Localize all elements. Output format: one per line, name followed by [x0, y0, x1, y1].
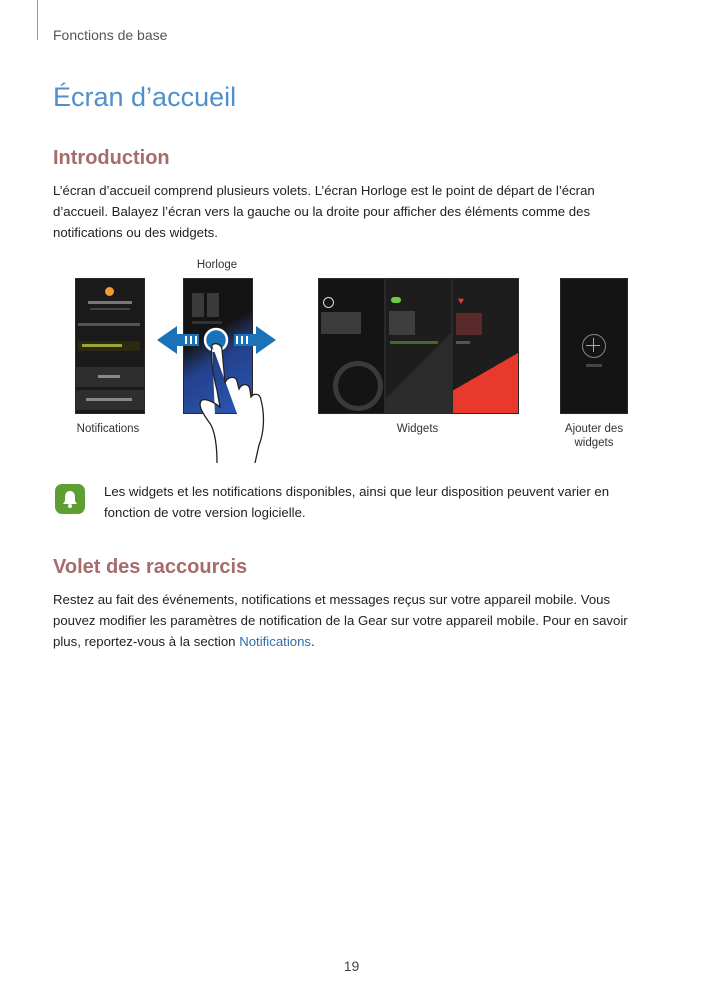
swipe-right-arrow-icon: [234, 326, 276, 354]
section-header: Fonctions de base: [53, 27, 168, 43]
widget-steps-panel: [385, 278, 452, 414]
notifications-panel: [75, 278, 145, 414]
label-add-widgets: Ajouter des widgets: [564, 423, 624, 449]
widget-heart-panel: ♥: [452, 278, 519, 414]
label-notifications: Notifications: [76, 423, 140, 435]
label-clock: Horloge: [196, 259, 238, 271]
hand-swipe-icon: [200, 344, 263, 463]
intro-paragraph: L’écran d’accueil comprend plusieurs volets. L’écran Horloge est le point de départ de l’écran d’accueil. Balayez l’écran vers la gauche ou la droite pour afficher des éléments comme des notifications ou des widgets.: [53, 183, 595, 240]
widget-timer-panel: [318, 278, 385, 414]
swipe-left-arrow-icon: [157, 326, 199, 354]
page-number: 19: [343, 958, 360, 974]
notifications-link[interactable]: Notifications: [239, 634, 312, 649]
header-rule: [37, 0, 38, 40]
label-widgets: Widgets: [396, 423, 439, 435]
note-text: Les widgets et les notifications disponibles, ainsi que leur disposition peuvent varier en fonction de votre version logicielle.: [104, 484, 610, 520]
swipe-gesture-overlay: [155, 315, 280, 465]
shortcuts-paragraph: [53, 589, 643, 652]
intro-heading: Introduction: [53, 147, 170, 169]
add-widget-panel: [560, 278, 628, 414]
shortcuts-text-end: .: [311, 634, 315, 649]
home-screen-figure: [50, 255, 660, 470]
bell-icon: [55, 484, 85, 514]
page-title: Écran d’accueil: [53, 82, 237, 112]
shortcuts-heading: Volet des raccourcis: [53, 556, 248, 578]
shortcuts-text: Restez au fait des événements, notifications et messages reçus sur votre appareil mobile. Vous pouvez modifier les paramètres de notification de la Gear sur votre appareil mobile. Pour en savoir plus, reportez-vous à la section: [53, 592, 628, 649]
